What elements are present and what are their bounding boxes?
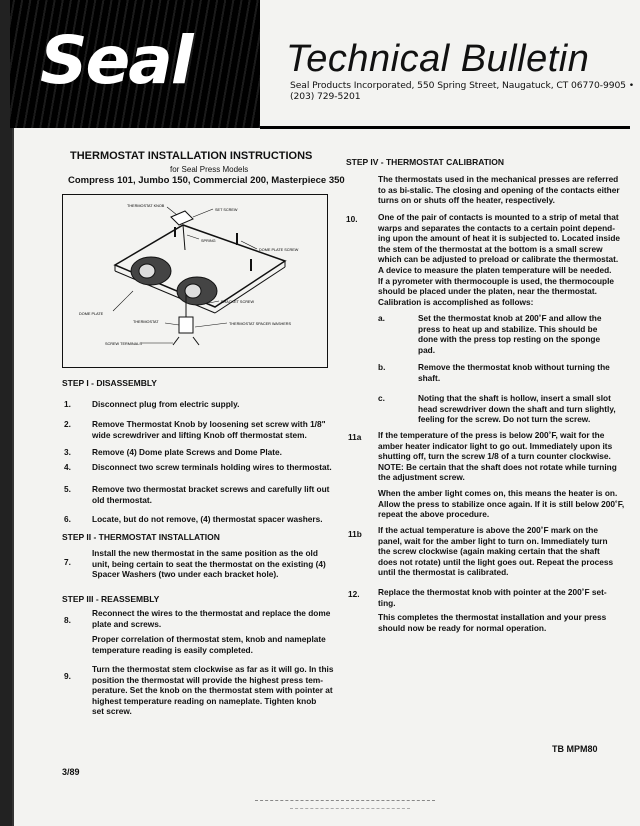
screw-terminal xyxy=(193,337,199,345)
step-text: turns on or shuts off the heater, respectively. xyxy=(378,195,555,206)
step-text: The thermostats used in the mechanical presses are referred xyxy=(378,174,619,184)
step-text: perature. Set the knob on the thermostat stem with pointer at xyxy=(92,685,333,696)
step-text: done with the press top resting on the sponge xyxy=(418,334,601,345)
step-text: plate and screws. xyxy=(92,618,162,629)
step-heading: STEP I - DISASSEMBLY xyxy=(62,378,157,388)
step-text: If a pyrometer with thermocouple is used, the thermocouple xyxy=(378,275,615,286)
step-number: 10. xyxy=(346,214,358,224)
step-text: Reconnect the wires to the thermostat and replace the dome xyxy=(92,608,331,618)
step-text: wide screwdriver and lifting Knob off thermostat stem. xyxy=(92,429,307,440)
step-text: A device to measure the platen temperature will be needed. xyxy=(378,265,612,275)
seal-logo xyxy=(10,0,260,128)
screw-terminal xyxy=(173,337,179,345)
step-number: 12. xyxy=(348,589,360,599)
step-text: highest temperature reading on nameplate. Tighten knob xyxy=(92,695,317,706)
step-text: until the thermostat is calibrated. xyxy=(378,567,509,578)
step-number: c. xyxy=(378,393,385,403)
step-text: feeling for the screw. Do not turn the screw. xyxy=(418,414,591,425)
step-text: If the actual temperature is above the 200˚F mark on the xyxy=(378,525,598,535)
step-number: 11a xyxy=(348,432,362,442)
step-text: ing upon the amount of heat it is subjected to. Located inside xyxy=(378,233,621,244)
step-heading: STEP II - THERMOSTAT INSTALLATION xyxy=(62,532,220,542)
step-number: 2. xyxy=(64,419,71,429)
step-text: Spacer Washers (two under each bracket hole). xyxy=(92,569,279,580)
step-text: old thermostat. xyxy=(92,494,152,505)
step-text: press to heat up and stabilize. This should be xyxy=(418,323,598,334)
step-text: position the thermostat will provide the highest press tem- xyxy=(92,674,323,685)
logo-text: Seal xyxy=(40,22,192,99)
step-text: Set the thermostat knob at 200˚F and allow the xyxy=(418,313,602,323)
step-text: Disconnect two screw terminals holding wires to thermostat. xyxy=(92,462,332,472)
label-thermostat: THERMOSTAT xyxy=(133,320,159,324)
step-text: Allow the press to stabilize once again. If it is still below 200˚F, xyxy=(378,498,625,509)
footer-code: TB MPM80 xyxy=(552,744,598,754)
label-knob: THERMOSTAT KNOB xyxy=(127,204,165,208)
step-text: amber heater indicator light to go out. Immediately upon its xyxy=(378,440,613,451)
plate-edge xyxy=(215,267,285,313)
step-text: If the temperature of the press is below 200˚F, wait for the xyxy=(378,430,605,440)
diagram-svg xyxy=(63,195,327,367)
leader-line xyxy=(195,323,227,327)
step-text: the screw clockwise (again making certain that the shaft xyxy=(378,546,600,557)
step-number: 8. xyxy=(64,615,71,625)
step-text: Noting that the shaft is hollow, insert a small slot xyxy=(418,393,611,403)
step-text: panel, wait for the amber light to turn on. Immediately turn xyxy=(378,535,608,546)
step-heading: STEP III - REASSEMBLY xyxy=(62,594,160,604)
step-text: repeat the above procedure. xyxy=(378,509,490,520)
label-spacer-washers: THERMOSTAT SPACER WASHERS xyxy=(229,322,292,326)
step-text: Disconnect plug from electric supply. xyxy=(92,399,240,409)
step-number: 5. xyxy=(64,484,71,494)
step-number: 11b xyxy=(348,529,362,539)
label-bracket-screw: BRACKET SCREW xyxy=(221,300,255,304)
leader-line xyxy=(193,209,213,217)
page-edge xyxy=(12,128,14,826)
scan-artifact xyxy=(290,808,410,809)
step-text: Remove two thermostat bracket screws and carefully lift out xyxy=(92,484,330,494)
scan-artifact xyxy=(255,800,435,801)
step-number: 6. xyxy=(64,514,71,524)
leader-line xyxy=(187,235,199,239)
page-title: Technical Bulletin xyxy=(286,38,590,80)
step-text: Install the new thermostat in the same position as the old xyxy=(92,548,318,558)
leader-line xyxy=(167,207,177,215)
footer-date: 3/89 xyxy=(62,767,80,777)
leader-line xyxy=(113,291,133,311)
step-number: 9. xyxy=(64,671,71,681)
thermostat-diagram xyxy=(62,194,328,368)
document-models: Compress 101, Jumbo 150, Commercial 200, Masterpiece 350 xyxy=(68,175,345,186)
step-number: 4. xyxy=(64,462,71,472)
dome-right-hole xyxy=(185,284,201,298)
step-text: NOTE: Be certain that the shaft does not rotate while turning xyxy=(378,461,617,472)
company-address: Seal Products Incorporated, 550 Spring Street, Naugatuck, CT 06770-9905 • (203) 729-5201 xyxy=(290,80,635,102)
step-text: the stem of the thermostat at the bottom is a small screw xyxy=(378,243,603,254)
document-title: THERMOSTAT INSTALLATION INSTRUCTIONS xyxy=(70,150,313,162)
step-text: ting. xyxy=(378,597,396,608)
document-subtitle: for Seal Press Models xyxy=(170,165,249,174)
step-text: shaft. xyxy=(418,372,441,383)
step-text: to as bi-stalic. The closing and opening of the contacts either xyxy=(378,184,620,195)
step-number: 1. xyxy=(64,399,71,409)
knob-stem xyxy=(183,225,185,250)
label-screw-terminals: SCREW TERMINALS xyxy=(105,342,142,346)
label-dome-plate-screw: DOME PLATE SCREW xyxy=(259,248,299,252)
closing-text: should now be ready for normal operation. xyxy=(378,622,547,633)
header-rule xyxy=(260,126,630,129)
step-text: Replace the thermostat knob with pointer at the 200˚F set- xyxy=(378,587,607,597)
step-number: 3. xyxy=(64,447,71,457)
step-number: a. xyxy=(378,313,385,323)
step-text: set screw. xyxy=(92,706,132,717)
step-text: the adjustment screw. xyxy=(378,472,465,483)
step-text: warps and separates the contacts to a certain point depend- xyxy=(378,222,615,233)
step-text: One of the pair of contacts is mounted to a strip of metal that xyxy=(378,212,619,222)
step-text: which can be adjusted to preload or calibrate the thermostat. xyxy=(378,254,619,265)
step-text: Turn the thermostat stem clockwise as far as it will go. In this xyxy=(92,664,334,674)
thermostat-body xyxy=(179,317,193,333)
step-text: Remove the thermostat knob without turning the xyxy=(418,362,610,372)
step-text: Remove Thermostat Knob by loosening set screw with 1/8" xyxy=(92,419,326,429)
label-dome-plate: DOME PLATE xyxy=(79,312,104,316)
step-text: does not rotate) until the light goes out. Repeat the process xyxy=(378,556,614,567)
step-text: Locate, but do not remove, (4) thermostat spacer washers. xyxy=(92,514,323,524)
closing-text: This completes the thermostat installation and your press xyxy=(378,612,607,622)
step-text: When the amber light comes on, this means the heater is on. xyxy=(378,488,618,498)
step-heading: STEP IV - THERMOSTAT CALIBRATION xyxy=(346,157,505,167)
label-set-screw: SET SCREW xyxy=(215,208,238,212)
step-text: Calibration is accomplished as follows: xyxy=(378,296,534,307)
step-text: unit, being certain to seat the thermostat on the existing (4) xyxy=(92,558,326,569)
leader-line xyxy=(165,323,179,325)
step-text: shutting off, turn the screw 1/8 of a turn counter clockwise. xyxy=(378,451,611,462)
step-text: Remove (4) Dome plate Screws and Dome Plate. xyxy=(92,447,282,457)
step-text: should be placed under the platen, near the thermostat. xyxy=(378,286,597,297)
step-text: Proper correlation of thermostat stem, knob and nameplate xyxy=(92,634,326,644)
step-text: head screwdriver down the shaft and turn slightly, xyxy=(418,403,616,414)
step-number: 7. xyxy=(64,557,71,567)
step-text: pad. xyxy=(418,344,436,355)
step-number: b. xyxy=(378,362,386,372)
step-text: temperature reading is easily completed. xyxy=(92,644,253,655)
label-spring: SPRING xyxy=(201,239,216,243)
dome-left-hole xyxy=(139,264,155,278)
